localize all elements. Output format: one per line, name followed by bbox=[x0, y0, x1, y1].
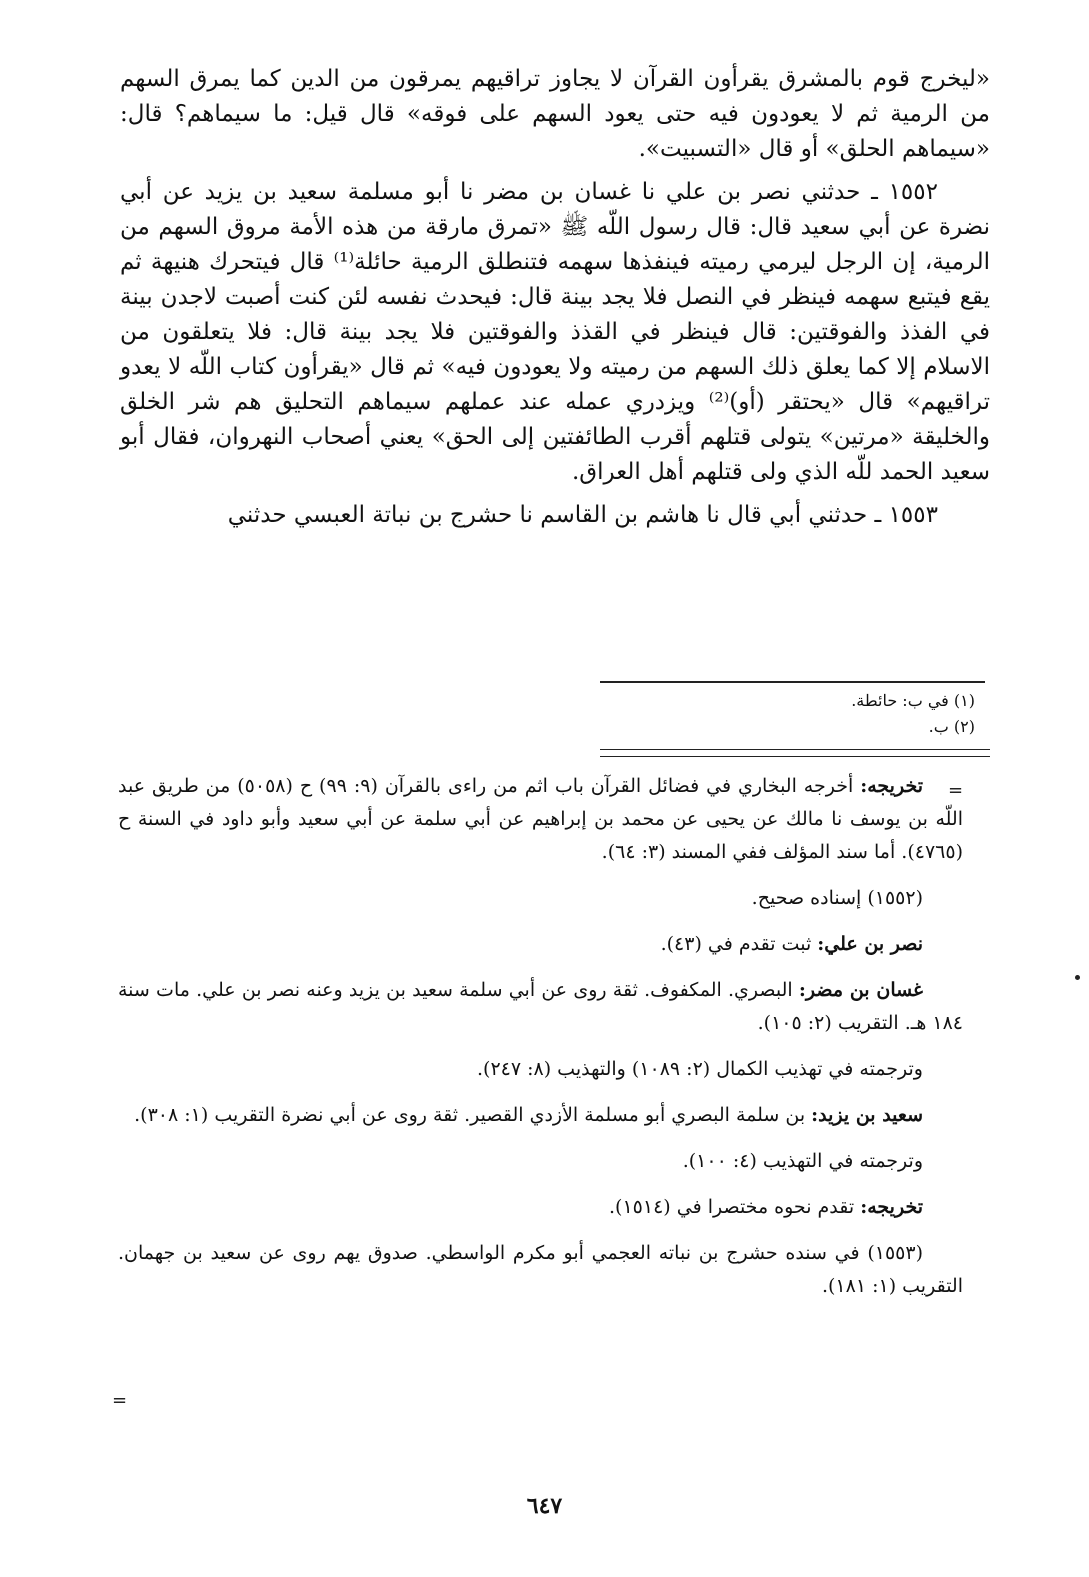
commentary-entry bbox=[118, 1191, 963, 1224]
footnote-1: (١) في ب: حائطة. bbox=[851, 691, 975, 710]
footnote-2: (٢) ب. bbox=[928, 717, 975, 736]
continuation-mark-top: = bbox=[948, 780, 964, 801]
main-text bbox=[120, 62, 990, 541]
paragraph-hadith-1553: ١٥٥٣ ـ حدثني أبي قال نا هاشم بن القاسم نا حشرج بن نباتة العبسي حدثني bbox=[227, 502, 938, 528]
commentary-divider-top bbox=[600, 749, 990, 750]
commentary-section bbox=[118, 770, 963, 1316]
commentary-text: وترجمته في التهذيب (٤: ١٠٠). bbox=[682, 1150, 923, 1172]
commentary-entry bbox=[118, 1099, 963, 1132]
commentary-entry bbox=[118, 1237, 963, 1303]
commentary-label: سعيد بن يزيد: bbox=[811, 1104, 923, 1126]
commentary-label: تخريجه: bbox=[860, 1196, 923, 1218]
commentary-divider-bottom bbox=[600, 756, 990, 757]
commentary-text: (١٥٥٢) إسناده صحيح. bbox=[751, 887, 923, 909]
page-number: ٦٤٧ bbox=[526, 1493, 563, 1519]
commentary-text: (١٥٥٣) في سنده حشرج بن نباته العجمي أبو مكرم الواسطي. صدوق يهم روى عن سعيد بن جهمان. التقريب (١: ١٨١). bbox=[118, 1242, 963, 1297]
commentary-label: تخريجه: bbox=[860, 775, 923, 797]
commentary-text: البصري. المكفوف. ثقة روى عن أبي سلمة سعيد بن يزيد وعنه نصر بن علي. مات سنة ١٨٤ هـ. التقريب (٢: ١٠٥). bbox=[118, 979, 963, 1034]
commentary-entry bbox=[118, 882, 963, 915]
commentary-entry bbox=[118, 974, 963, 1040]
continuation-mark-bottom: = bbox=[112, 1390, 128, 1411]
commentary-text: تقدم نحوه مختصرا في (١٥١٤). bbox=[609, 1196, 861, 1218]
commentary-entry bbox=[118, 1053, 963, 1086]
commentary-entry bbox=[118, 770, 963, 869]
commentary-text: أخرجه البخاري في فضائل القرآن باب اثم من راءى بالقرآن (٩: ٩٩) ح (٥٠٥٨) من طريق عبد اللّه بن يوسف نا مالك عن يحيى عن محمد بن إبراهيم عن أبي سلمة عن أبي سعيد وأبو داود في السنة ح (٤٧٦٥). أما سند المؤلف ففي المسند (٣: ٦٤). bbox=[118, 775, 963, 863]
commentary-entry bbox=[118, 928, 963, 961]
commentary-entry bbox=[118, 1145, 963, 1178]
margin-dot bbox=[1075, 975, 1080, 980]
commentary-text: وترجمته في تهذيب الكمال (٢: ١٠٨٩) والتهذيب (٨: ٢٤٧). bbox=[476, 1058, 923, 1080]
commentary-text: ثبت تقدم في (٤٣). bbox=[660, 933, 818, 955]
commentary-text: بن سلمة البصري أبو مسلمة الأزدي القصير. ثقة روى عن أبي نضرة التقريب (١: ٣٠٨). bbox=[134, 1104, 812, 1126]
paragraph-hadith-continuation: «ليخرج قوم بالمشرق يقرأون القرآن لا يجاوز تراقيهم يمرقون من الدين كما يمرق السهم من الرمية ثم لا يعودون فيه حتى يعود السهم على فوقه» قال قيل: ما سيماهم؟ قال: «سيماهم الحلق» أو قال «التسبيت». bbox=[120, 66, 990, 162]
footnotes bbox=[590, 688, 975, 740]
footnote-divider bbox=[600, 681, 985, 683]
commentary-label: نصر بن علي: bbox=[817, 933, 923, 955]
paragraph-hadith-1552: ١٥٥٢ ـ حدثني نصر بن علي نا غسان بن مضر نا أبو مسلمة سعيد بن يزيد عن أبي نضرة عن أبي سعيد قال: قال رسول اللّه ﷺ «تمرق مارقة من هذه الأمة مروق السهم من الرمية، إن الرجل ليرمي رميته فينفذها سهمه فتنطلق الرمية حائلة⁽¹⁾ قال فيتحرك هنيهة ثم يقع فيتبع سهمه فينظر في النصل فلا يجد بينة قال: فيحدث نفسه لئن كنت أصبت لاجدن بينة في الفذذ والفوقتين: قال فينظر في القذذ والفوقتين فلا يجد بينة قال: فلا يتعلقون من الاسلام إلا كما يعلق ذلك السهم من رميته ولا يعودون فيه» ثم قال «يقرأون كتاب اللّه لا يعدو تراقيهم» قال «يحتقر (أو)⁽²⁾ ويزدري عمله عند عملهم سيماهم التحليق هم شر الخلق والخليقة «مرتين» يتولى قتلهم أقرب الطائفتين إلى الحق» يعني أصحاب النهروان، فقال أبو سعيد الحمد للّه الذي ولى قتلهم أهل العراق. bbox=[120, 179, 990, 485]
commentary-label: غسان بن مضر: bbox=[798, 979, 923, 1001]
